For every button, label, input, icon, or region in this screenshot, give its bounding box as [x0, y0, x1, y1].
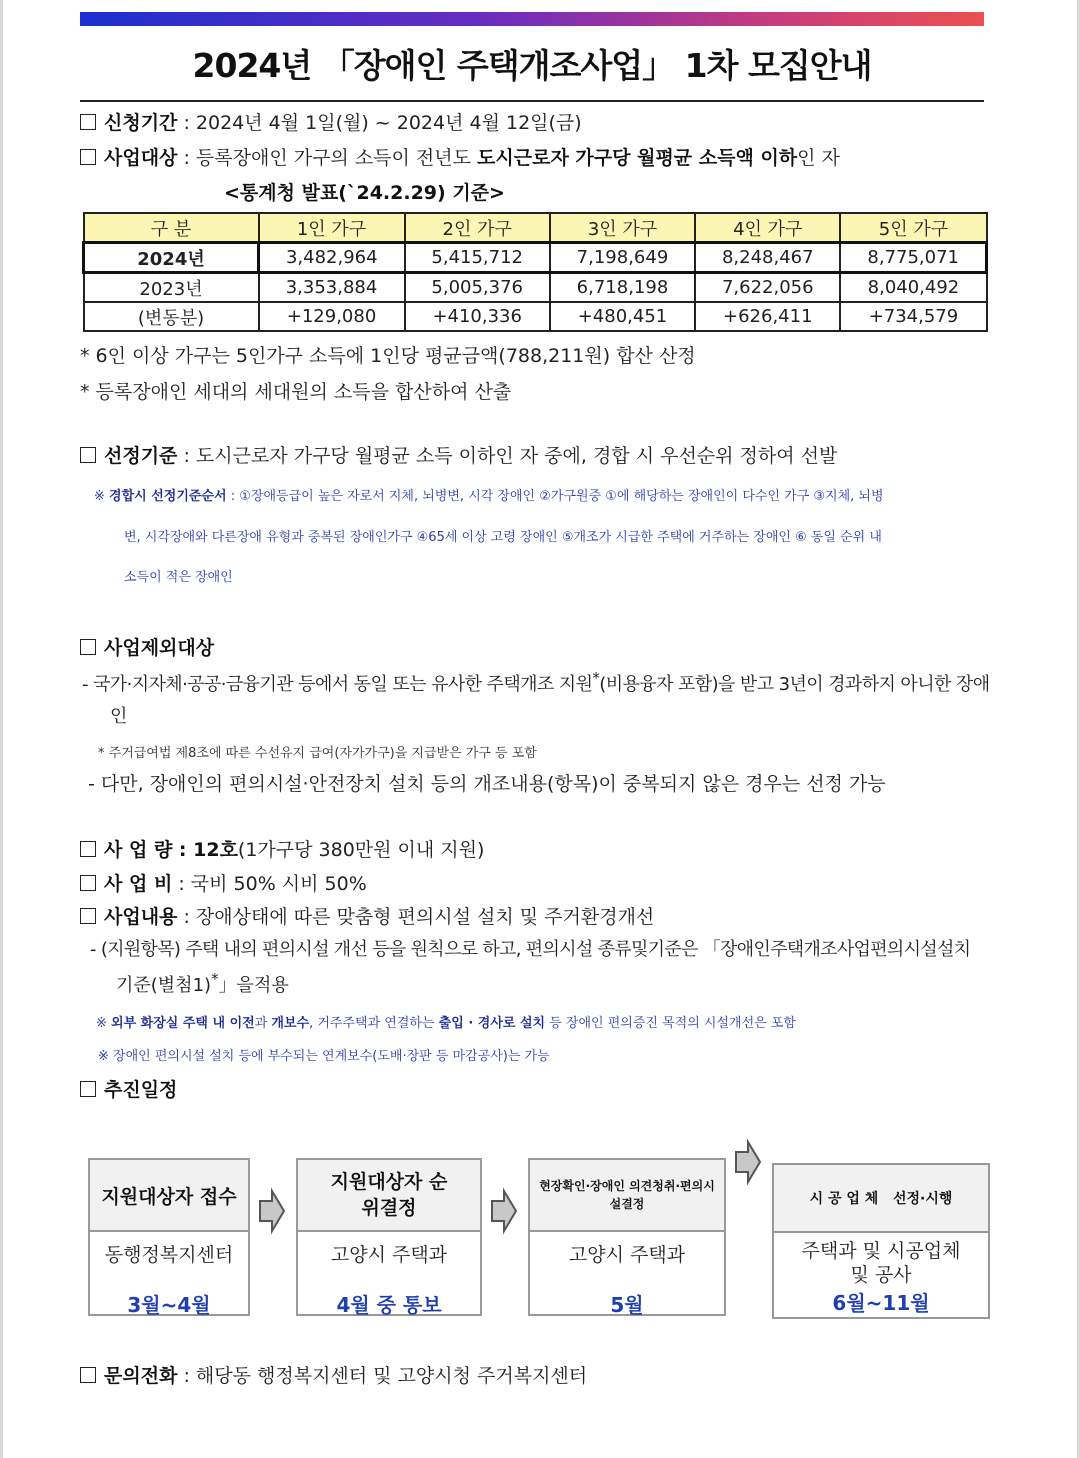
note-text: : ①장애등급이 높은 자로서 지체, 뇌병변, 시각 장애인 ②가구원중 ①에 해당하는 장애인이 다수인 가구 ③지체, 뇌병 [226, 489, 884, 504]
content-note-1 [96, 1012, 796, 1031]
checkbox-icon [80, 908, 96, 924]
arrow-right-icon [490, 1187, 518, 1235]
budget-line [80, 869, 367, 896]
header-gradient-bar [80, 12, 984, 26]
selection-note-cont: 변, 시각장애와 다른장애 유형과 중복된 장애인가구 ④65세 이상 고령 장애인 ⑤개조가 시급한 주택에 거주하는 장애인 ⑥ 동일 순위 내 [124, 530, 882, 545]
table-cell: 7,198,649 [550, 243, 695, 273]
step-date: 6월~11월 [832, 1291, 930, 1315]
target-line [80, 143, 840, 170]
step-org: 주택과 및 시공업체 및 공사 [801, 1240, 961, 1286]
exclusion-footnote: * 주거급여법 제8조에 따른 수선유지 급여(자가가구)을 지급받은 가구 등 포함 [98, 746, 537, 761]
table-cell: 2023년 [84, 273, 259, 303]
table-cell: 5,415,712 [405, 243, 550, 273]
note-bold: 경합시 선정기준순서 [109, 489, 227, 504]
budget-label: 사 업 비 [104, 873, 173, 895]
content-note-2: ※ 장애인 편의시설 설치 등에 부수되는 연계보수(도배·장판 등 마감공사)는 가능 [98, 1049, 550, 1064]
content-label: 사업내용 [104, 906, 178, 928]
table-row [84, 243, 987, 273]
arrow-right-icon [258, 1187, 286, 1235]
note-line: * 등록장애인 세대의 세대원의 소득을 합산하여 산출 [80, 381, 512, 403]
schedule-step-1 [88, 1158, 250, 1316]
selection-note-cont: 소득이 적은 장애인 [124, 570, 233, 585]
table-cell: 8,248,467 [695, 243, 840, 273]
note-text: 과 [254, 1016, 272, 1031]
table-cell: 5,005,376 [405, 273, 550, 303]
checkbox-icon [80, 875, 96, 891]
step-org: 고양시 주택과 [330, 1244, 448, 1266]
left-page-edge [0, 0, 3, 1458]
checkbox-icon [80, 639, 96, 655]
table-cell: +734,579 [840, 302, 986, 331]
table-header-cell: 구 분 [84, 213, 259, 243]
volume-count: 12호 [193, 839, 238, 861]
schedule-heading [80, 1075, 177, 1102]
volume-colon: : [172, 839, 194, 861]
table-row [84, 273, 987, 303]
volume-label: 사 업 량 [104, 839, 173, 861]
period-text: : 2024년 4월 1일(월) ~ 2024년 4월 12일(금) [177, 112, 582, 134]
content-detail-rest: 」을적용 [218, 975, 289, 996]
note-bold: 출입 · 경사로 설치 [438, 1016, 546, 1031]
table-header-cell: 1인 가구 [259, 213, 405, 243]
step-date: 5월 [610, 1293, 644, 1317]
note-text: 등 장애인 편의증진 목적의 시설개선은 포함 [545, 1016, 796, 1031]
content-line [80, 902, 654, 929]
note-mark: ※ [96, 1016, 112, 1031]
table-header-cell: 3인 가구 [550, 213, 695, 243]
note-bold: 외부 화장실 주택 내 이전 [111, 1016, 255, 1031]
checkbox-icon [80, 149, 96, 165]
exclusion-label: 사업제외대상 [104, 637, 215, 659]
checkbox-icon [80, 114, 96, 130]
content-detail-line-2 [116, 970, 289, 997]
target-label: 사업대상 [104, 147, 178, 169]
volume-line [80, 835, 484, 862]
contact-label: 문의전화 [104, 1365, 178, 1387]
schedule-step-3 [528, 1158, 726, 1316]
table-cell: 8,040,492 [840, 273, 986, 303]
arrow-right-icon [734, 1138, 762, 1186]
exclusion-line-cont: 인 [110, 706, 128, 727]
title-divider [80, 100, 984, 102]
table-header-cell: 4인 가구 [695, 213, 840, 243]
exclusion-line-2: - 다만, 장애인의 편의시설·안전장치 설치 등의 개조내용(항목)이 중복되지 않은 경우는 선정 가능 [88, 773, 886, 795]
exclusion-text-rest: (비용융자 포함)을 받고 3년이 경과하지 아니한 장애 [599, 674, 990, 695]
budget-text: : 국비 50% 시비 50% [172, 873, 367, 895]
table-cell: +410,336 [405, 302, 550, 331]
selection-line [80, 441, 837, 468]
content-detail-text: 기준(별첨1) [116, 975, 212, 996]
checkbox-icon [80, 1367, 96, 1383]
volume-text: (1가구당 380만원 이내 지원) [237, 839, 485, 861]
table-row [84, 302, 987, 331]
schedule-step-4 [772, 1163, 990, 1319]
table-cell: 7,622,056 [695, 273, 840, 303]
note-text: , 거주주택과 연결하는 [309, 1016, 439, 1031]
step-title: 현장확인·장애인 의견청취·편의시설결정 [530, 1160, 724, 1232]
checkbox-icon [80, 1081, 96, 1097]
checkbox-icon [80, 447, 96, 463]
step-title: 시 공 업 체 선정·시행 [774, 1165, 988, 1233]
period-line [80, 108, 582, 135]
note-line: * 6인 이상 가구는 5인가구 소득에 1인당 평균금액(788,211원) 합산 산정 [80, 345, 696, 367]
page-title: 2024년 「장애인 주택개조사업」 1차 모집안내 [192, 46, 872, 85]
schedule-step-2 [296, 1158, 482, 1316]
target-text: : 등록장애인 가구의 소득이 전년도 [177, 147, 478, 169]
table-cell: 8,775,071 [840, 243, 986, 273]
footnote-mark: * [211, 970, 219, 988]
target-bold: 도시근로자 가구당 월평균 소득액 이하 [477, 147, 798, 169]
table-header-cell: 5인 가구 [840, 213, 986, 243]
step-org: 고양시 주택과 [568, 1244, 686, 1266]
content-detail-line: - (지원항목) 주택 내의 편의시설 개선 등을 원칙으로 하고, 편의시설 종류및기준은 「장애인주택개조사업편의시설설치 [90, 939, 971, 960]
exclusion-heading [80, 633, 214, 660]
table-cell: 3,482,964 [259, 243, 405, 273]
stats-caption: <통계청 발표(`24.2.29) 기준> [224, 182, 505, 204]
table-header-row [84, 213, 987, 243]
table-cell: (변동분) [84, 302, 259, 331]
exclusion-text: - 국가·지자체·공공·금융기관 등에서 동일 또는 유사한 주택개조 지원 [82, 674, 593, 695]
table-cell: +480,451 [550, 302, 695, 331]
target-text-end: 인 자 [797, 147, 840, 169]
schedule-label: 추진일정 [104, 1079, 178, 1101]
step-title: 지원대상자 접수 [90, 1160, 248, 1232]
step-title: 지원대상자 순위결정 [298, 1160, 480, 1232]
content-text: : 장애상태에 따른 맞춤형 편의시설 설치 및 주거환경개선 [177, 906, 655, 928]
selection-note [94, 485, 884, 504]
selection-label: 선정기준 [104, 445, 178, 467]
period-label: 신청기간 [104, 112, 178, 134]
step-org: 동행정복지센터 [104, 1244, 234, 1266]
contact-line [80, 1361, 587, 1388]
table-cell: 6,718,198 [550, 273, 695, 303]
table-cell: 3,353,884 [259, 273, 405, 303]
table-header-cell: 2인 가구 [405, 213, 550, 243]
table-cell: 2024년 [84, 243, 259, 273]
footnote-mark: * [592, 669, 600, 687]
contact-text: : 해당동 행정복지센터 및 고양시청 주거복지센터 [177, 1365, 588, 1387]
table-cell: +129,080 [259, 302, 405, 331]
selection-text: : 도시근로자 가구당 월평균 소득 이하인 자 중에, 경합 시 우선순위 정하여 선발 [177, 445, 838, 467]
step-date: 3월~4월 [127, 1293, 211, 1317]
step-date: 4월 중 통보 [336, 1293, 442, 1317]
checkbox-icon [80, 841, 96, 857]
note-bold: 개보수 [271, 1016, 310, 1031]
table-cell: +626,411 [695, 302, 840, 331]
note-mark: ※ [94, 489, 110, 504]
income-table [82, 212, 988, 332]
exclusion-line [82, 669, 989, 696]
